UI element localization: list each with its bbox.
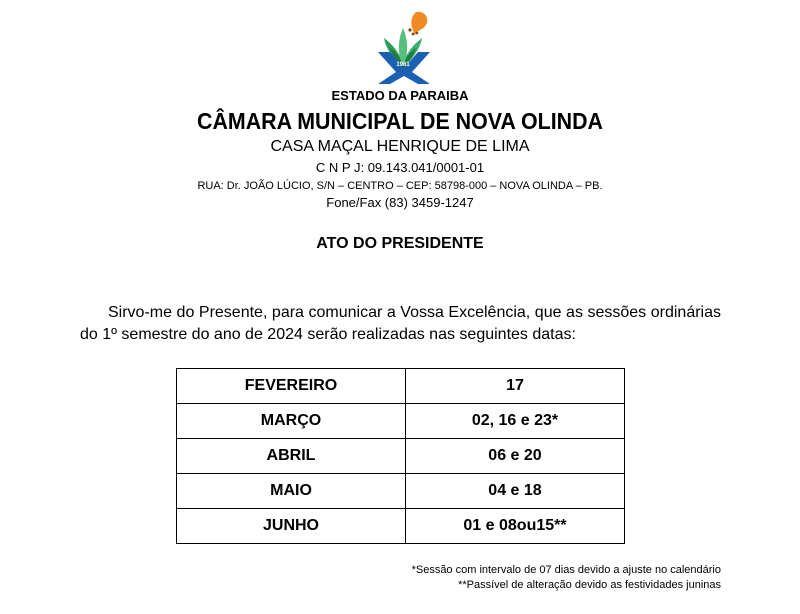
dates-cell: 02, 16 e 23*	[406, 404, 625, 439]
table-row	[177, 404, 625, 439]
state-name: ESTADO DA PARAIBA	[331, 88, 469, 103]
footnote-june: **Passível de alteração devido as festividades juninas	[458, 579, 721, 591]
address-line: RUA: Dr. JOÃO LÚCIO, S/N – CENTRO – CEP: 58798-000 – NOVA OLINDA – PB.	[197, 180, 603, 192]
emblem-year-text: 1961	[396, 62, 410, 68]
dates-cell: 17	[406, 369, 625, 404]
month-cell: ABRIL	[177, 439, 406, 474]
session-dates-table	[176, 368, 625, 544]
table-row	[177, 474, 625, 509]
chamber-emblem-logo	[368, 8, 438, 86]
body-paragraph: Sirvo-me do Presente, para comunicar a Vossa Excelência, que as sessões ordinárias do 1º semestre do ano de 2024 serão realizadas nas seguintes datas:	[80, 304, 721, 343]
month-cell: FEVEREIRO	[177, 369, 406, 404]
house-name: CASA MAÇAL HENRIQUE DE LIMA	[270, 138, 530, 155]
table-row	[177, 439, 625, 474]
month-cell: MARÇO	[177, 404, 406, 439]
dates-cell: 01 e 08ou15**	[406, 509, 625, 544]
document-title: ATO DO PRESIDENTE	[316, 235, 484, 252]
phone-line: Fone/Fax (83) 3459-1247	[326, 195, 474, 210]
table-row	[177, 369, 625, 404]
footnote-interval: *Sessão com intervalo de 07 dias devido a ajuste no calendário	[411, 564, 721, 576]
chamber-name: CÂMARA MUNICIPAL DE NOVA OLINDA	[196, 108, 604, 134]
cnpj-line: C N P J: 09.143.041/0001-01	[315, 160, 485, 175]
dates-cell: 06 e 20	[406, 439, 625, 474]
dates-cell: 04 e 18	[406, 474, 625, 509]
month-cell: JUNHO	[177, 509, 406, 544]
month-cell: MAIO	[177, 474, 406, 509]
table-row	[177, 509, 625, 544]
